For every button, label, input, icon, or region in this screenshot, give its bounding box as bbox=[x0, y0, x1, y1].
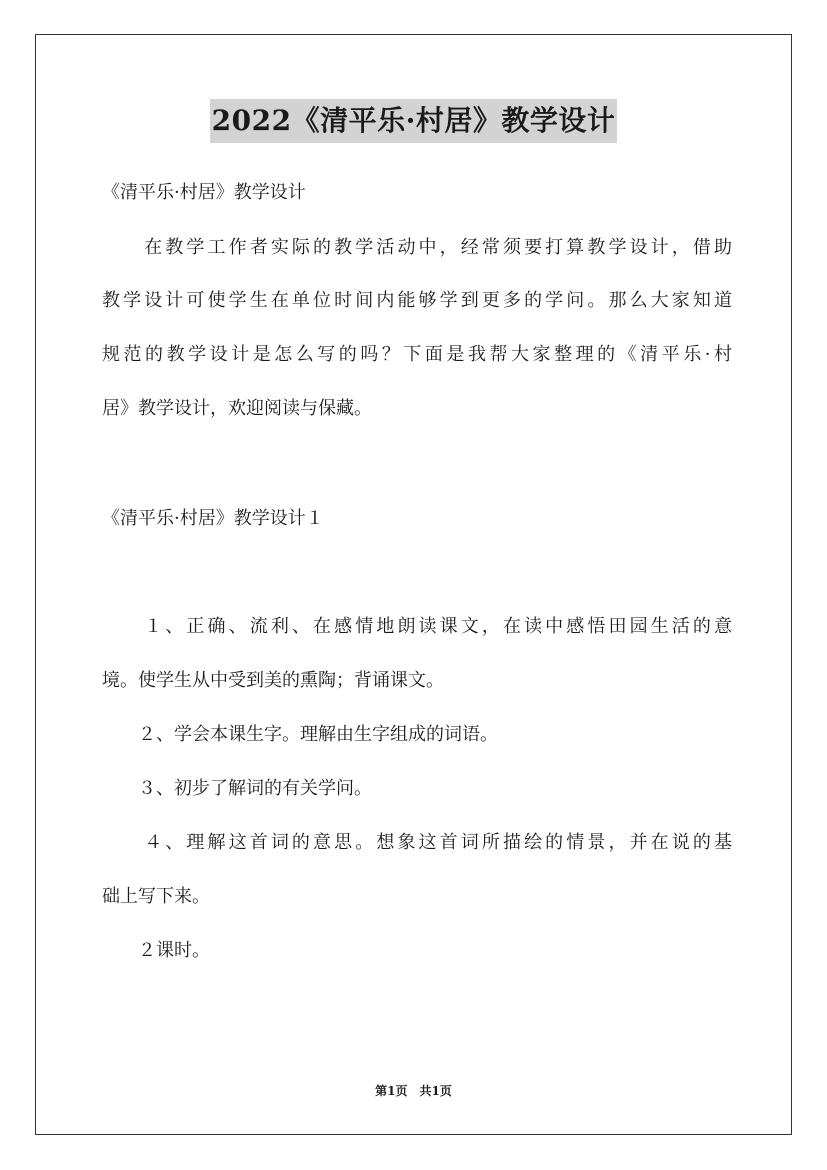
intro-line-1: 在教学工作者实际的教学活动中，经常须要打算教学设计，借助 bbox=[102, 237, 732, 258]
document-title: 2022《清平乐·村居》教学设计 bbox=[210, 99, 618, 143]
goal-line-4: ３、初步了解词的有关学问。 bbox=[102, 778, 372, 799]
intro-line-3: 规范的教学设计是怎么写的吗？下面是我帮大家整理的《清平乐·村 bbox=[102, 344, 732, 365]
intro-line-4: 居》教学设计，欢迎阅读与保藏。 bbox=[102, 398, 372, 419]
document-subtitle: 《清平乐·村居》教学设计 bbox=[102, 182, 306, 203]
goal-line-6: 础上写下来。 bbox=[102, 886, 210, 907]
lesson-hours: ２课时。 bbox=[102, 940, 210, 961]
title-container bbox=[0, 99, 827, 143]
intro-line-2: 教学设计可使学生在单位时间内能够学到更多的学问。那么大家知道 bbox=[102, 290, 732, 311]
page-footer: 第1页 共1页 bbox=[375, 1084, 452, 1098]
goal-line-1: １、正确、流利、在感情地朗读课文，在读中感悟田园生活的意 bbox=[102, 616, 732, 637]
goal-line-2: 境。使学生从中受到美的熏陶；背诵课文。 bbox=[102, 670, 444, 691]
section-heading: 《清平乐·村居》教学设计１ bbox=[102, 508, 324, 529]
goal-line-5: ４、理解这首词的意思。想象这首词所描绘的情景，并在说的基 bbox=[102, 832, 732, 853]
goal-line-3: ２、学会本课生字。理解由生字组成的词语。 bbox=[102, 724, 498, 745]
